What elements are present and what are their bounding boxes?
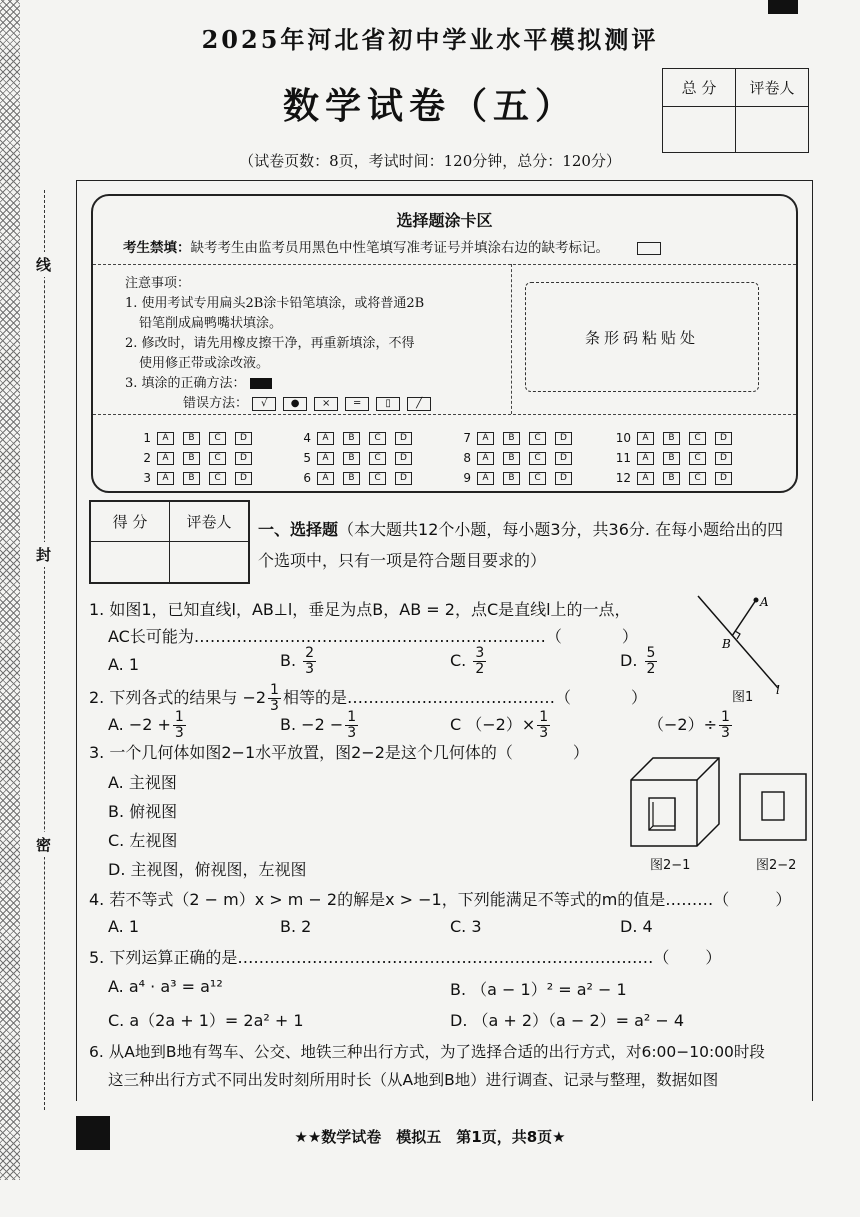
q4-option-a: A. 1: [108, 917, 140, 936]
answer-bubble[interactable]: C: [209, 432, 226, 445]
figure-2-2-caption: 图2−2: [756, 858, 797, 873]
answer-bubble[interactable]: D: [235, 452, 252, 465]
q1-option-d: D. $\frac{5}{2}$: [620, 645, 656, 677]
answer-row: [133, 468, 773, 488]
alignment-marker: [768, 0, 798, 14]
answer-bubble[interactable]: A: [157, 472, 174, 485]
question-number: 2: [143, 451, 151, 465]
answer-bubble[interactable]: C: [529, 432, 546, 445]
answer-bubble[interactable]: B: [343, 432, 360, 445]
answer-card: [91, 194, 798, 493]
answer-bubble[interactable]: C: [529, 452, 546, 465]
answer-item: [293, 431, 453, 445]
section-grade-box: [89, 500, 250, 584]
answer-bubble[interactable]: B: [663, 452, 680, 465]
divider: [93, 264, 796, 265]
answer-bubble[interactable]: C: [689, 472, 706, 485]
answer-bubble[interactable]: C: [369, 432, 386, 445]
answer-bubble[interactable]: B: [343, 472, 360, 485]
answer-bubble[interactable]: D: [715, 452, 732, 465]
absent-mark-box[interactable]: [637, 242, 661, 255]
answer-item: [293, 451, 453, 465]
question-number: 9: [463, 471, 471, 485]
answer-bubble[interactable]: D: [555, 452, 572, 465]
q5-option-d: D. （a + 2）（a − 2）= a² − 4: [450, 1011, 685, 1030]
binding-pattern: [0, 0, 20, 1180]
figure-1: [690, 590, 800, 700]
answer-bubble[interactable]: A: [317, 452, 334, 465]
grade-grader-cell[interactable]: [170, 541, 250, 583]
q4-option-c: C. 3: [450, 917, 482, 936]
answer-bubble[interactable]: C: [209, 452, 226, 465]
answer-bubble[interactable]: B: [183, 432, 200, 445]
answer-bubble[interactable]: A: [637, 472, 654, 485]
answer-bubble[interactable]: A: [477, 432, 494, 445]
answer-bubble[interactable]: B: [183, 452, 200, 465]
answer-item: [453, 451, 613, 465]
q5-option-b: B. （a − 1）² = a² − 1: [450, 980, 627, 999]
answer-bubble[interactable]: D: [555, 472, 572, 485]
answer-row: [133, 428, 773, 448]
absent-notice: [123, 236, 661, 256]
wrong-mark-check: √: [252, 397, 276, 411]
paper-info: （试卷页数：8页，考试时间：120分钟，总分：120分）: [239, 152, 621, 170]
q1-option-c: C. $\frac{3}{2}$: [450, 645, 485, 677]
answer-bubble[interactable]: B: [183, 472, 200, 485]
question-number: 6: [303, 471, 311, 485]
q4-option-d: D. 4: [620, 917, 653, 936]
section-desc: （本大题共12个小题，每小题3分，共36分. 在每小题给出的四个选项中，只有一项是符合题目要求的）: [258, 520, 784, 570]
q2-option-a: A. −2 + $\frac{1}{3}$: [108, 709, 184, 741]
answer-bubble[interactable]: D: [555, 432, 572, 445]
note-line: 使用修正带或涂改液。: [139, 356, 270, 371]
question-number: 5: [303, 451, 311, 465]
barcode-area: 条形码粘贴处: [525, 282, 759, 392]
note-line: 1. 使用考试专用扁头2B涂卡铅笔填涂，或将普通2B: [125, 296, 425, 311]
question-number: 1: [143, 431, 151, 445]
q6-line-2: 这三种出行方式不同出发时刻所用时长（从A地到B地）进行调查、记录与整理，数据如图: [108, 1071, 719, 1089]
answer-bubble[interactable]: A: [477, 472, 494, 485]
answer-bubble[interactable]: D: [715, 472, 732, 485]
q3-option-a: A. 主视图: [108, 773, 177, 792]
q3-stem: 3. 一个几何体如图2−1水平放置，图2−2是这个几何体的（ ）: [89, 743, 589, 762]
answer-item: [293, 471, 453, 485]
grader-label: 评卷人: [736, 69, 809, 107]
q5-option-a: A. a⁴ · a³ = a¹²: [108, 977, 223, 996]
answer-bubble[interactable]: C: [369, 452, 386, 465]
answer-item: [133, 431, 293, 445]
answer-item: [613, 451, 773, 465]
section-heading: [258, 514, 798, 576]
wrong-mark-cross: ×: [314, 397, 338, 411]
notes-title: 注意事项：: [125, 276, 191, 291]
q2-stem: 2. 下列各式的结果与 −2 $\frac{1}{3}$ 相等的是…………………………………（ ）: [89, 682, 647, 714]
figure-1-caption: 图1: [732, 690, 754, 705]
q2-option-b: B. −2 − $\frac{1}{3}$: [280, 709, 357, 741]
divider: [93, 414, 796, 415]
question-number: 10: [615, 431, 631, 445]
wrong-mark-lines: ═: [345, 397, 369, 411]
figure-2-1-caption: 图2−1: [650, 858, 691, 873]
notes: [125, 274, 505, 414]
q4-stem: 4. 若不等式（2 − m）x > m − 2的解是x > −1，下列能满足不等式的m的值是………（ ）: [89, 890, 792, 909]
section-title: 一、选择题: [258, 520, 339, 539]
answer-bubble[interactable]: A: [637, 432, 654, 445]
q2-option-c: C （−2）× $\frac{1}{3}$: [450, 709, 549, 741]
divider: [511, 264, 512, 414]
grader-cell[interactable]: [736, 107, 809, 153]
answer-bubble-grid: [133, 428, 773, 488]
absent-label: 考生禁填：: [123, 240, 191, 256]
answer-bubble[interactable]: B: [503, 452, 520, 465]
answer-bubble[interactable]: D: [395, 472, 412, 485]
answer-bubble[interactable]: B: [503, 472, 520, 485]
correct-fill-sample: [250, 378, 272, 389]
q1-option-a: A. 1: [108, 655, 140, 674]
figure-2-1: [625, 752, 725, 852]
seal-char-feng: 封: [36, 542, 51, 567]
answer-item: [613, 471, 773, 485]
answer-bubble[interactable]: A: [637, 452, 654, 465]
grade-score-cell[interactable]: [90, 541, 170, 583]
q6-line-1: 6. 从A地到B地有驾车、公交、地铁三种出行方式，为了选择合适的出行方式，对6:00−10:00时段: [89, 1043, 765, 1061]
total-score-label: 总 分: [663, 69, 736, 107]
wrong-mark-dot: ●: [283, 397, 307, 411]
fig1-label-l: l: [776, 683, 780, 697]
q3-option-c: C. 左视图: [108, 831, 178, 850]
note-line: 铅笔削成扁鸭嘴状填涂。: [139, 316, 283, 331]
question-number: 3: [143, 471, 151, 485]
answer-bubble[interactable]: A: [317, 432, 334, 445]
correct-method: 3. 填涂的正确方法：: [125, 374, 505, 394]
answer-bubble[interactable]: A: [157, 432, 174, 445]
answer-bubble[interactable]: B: [343, 452, 360, 465]
figure-2-2: [738, 772, 810, 844]
grade-score-label: 得 分: [90, 501, 170, 541]
answer-bubble[interactable]: B: [663, 432, 680, 445]
answer-bubble[interactable]: D: [235, 432, 252, 445]
page-footer: ★★数学试卷 模拟五 第1页，共8页★: [294, 1128, 566, 1146]
wrong-mark-slash: ╱: [407, 397, 431, 411]
answer-bubble[interactable]: D: [395, 452, 412, 465]
absent-text: 缺考考生由监考员用黑色中性笔填写准考证号并填涂右边的缺考标记。: [190, 240, 609, 256]
fig1-label-b: B: [722, 637, 731, 651]
paper-subtitle: 数学试卷（五）: [282, 85, 577, 127]
answer-bubble[interactable]: C: [689, 432, 706, 445]
q2-option-d: （−2）÷ $\frac{1}{3}$: [648, 709, 730, 741]
answer-bubble[interactable]: A: [477, 452, 494, 465]
question-number: 8: [463, 451, 471, 465]
q1-option-b: B. $\frac{2}{3}$: [280, 645, 315, 677]
answer-bubble[interactable]: C: [529, 472, 546, 485]
q3-option-d: D. 主视图，俯视图，左视图: [108, 860, 307, 879]
seal-char-mi: 密: [36, 832, 51, 857]
total-score-cell[interactable]: [663, 107, 736, 153]
answer-bubble[interactable]: B: [663, 472, 680, 485]
wrong-mark-box: ▯: [376, 397, 400, 411]
answer-bubble[interactable]: C: [369, 472, 386, 485]
answer-bubble[interactable]: D: [235, 472, 252, 485]
answer-bubble[interactable]: C: [209, 472, 226, 485]
question-number: 7: [463, 431, 471, 445]
question-number: 12: [615, 471, 631, 485]
answer-bubble[interactable]: B: [503, 432, 520, 445]
grade-grader-label: 评卷人: [170, 501, 250, 541]
q1-stem-cont: AC长可能为…………………………………………………………（ ）: [108, 627, 638, 646]
answer-bubble[interactable]: A: [317, 472, 334, 485]
answer-bubble[interactable]: A: [157, 452, 174, 465]
answer-item: [613, 431, 773, 445]
answer-bubble[interactable]: D: [395, 432, 412, 445]
q1-stem: 1. 如图1，已知直线l，AB⊥l，垂足为点B，AB = 2，点C是直线l上的一点，: [89, 600, 631, 619]
q4-option-b: B. 2: [280, 917, 312, 936]
fig1-label-a: A: [760, 595, 769, 609]
answer-bubble[interactable]: C: [689, 452, 706, 465]
wrong-methods: 错误方法： √ ● × ═ ▯ ╱: [125, 394, 505, 414]
answer-row: [133, 448, 773, 468]
question-number: 11: [615, 451, 631, 465]
q3-option-b: B. 俯视图: [108, 802, 178, 821]
total-score-box: [662, 68, 809, 153]
answer-item: [453, 471, 613, 485]
answer-item: [133, 451, 293, 465]
seal-char-xian: 线: [36, 252, 51, 277]
answer-bubble[interactable]: D: [715, 432, 732, 445]
question-number: 4: [303, 431, 311, 445]
note-line: 2. 修改时，请先用橡皮擦干净，再重新填涂，不得: [125, 336, 415, 351]
answer-item: [133, 471, 293, 485]
q5-option-c: C. a（2a + 1）= 2a² + 1: [108, 1011, 304, 1030]
answer-card-title: 选择题涂卡区: [396, 211, 493, 230]
seal-line: [44, 190, 45, 1110]
q5-stem: 5. 下列运算正确的是……………………………………………………………………（ ）: [89, 948, 722, 967]
answer-item: [453, 431, 613, 445]
exam-title: 2025年河北省初中学业水平模拟测评: [201, 25, 659, 54]
